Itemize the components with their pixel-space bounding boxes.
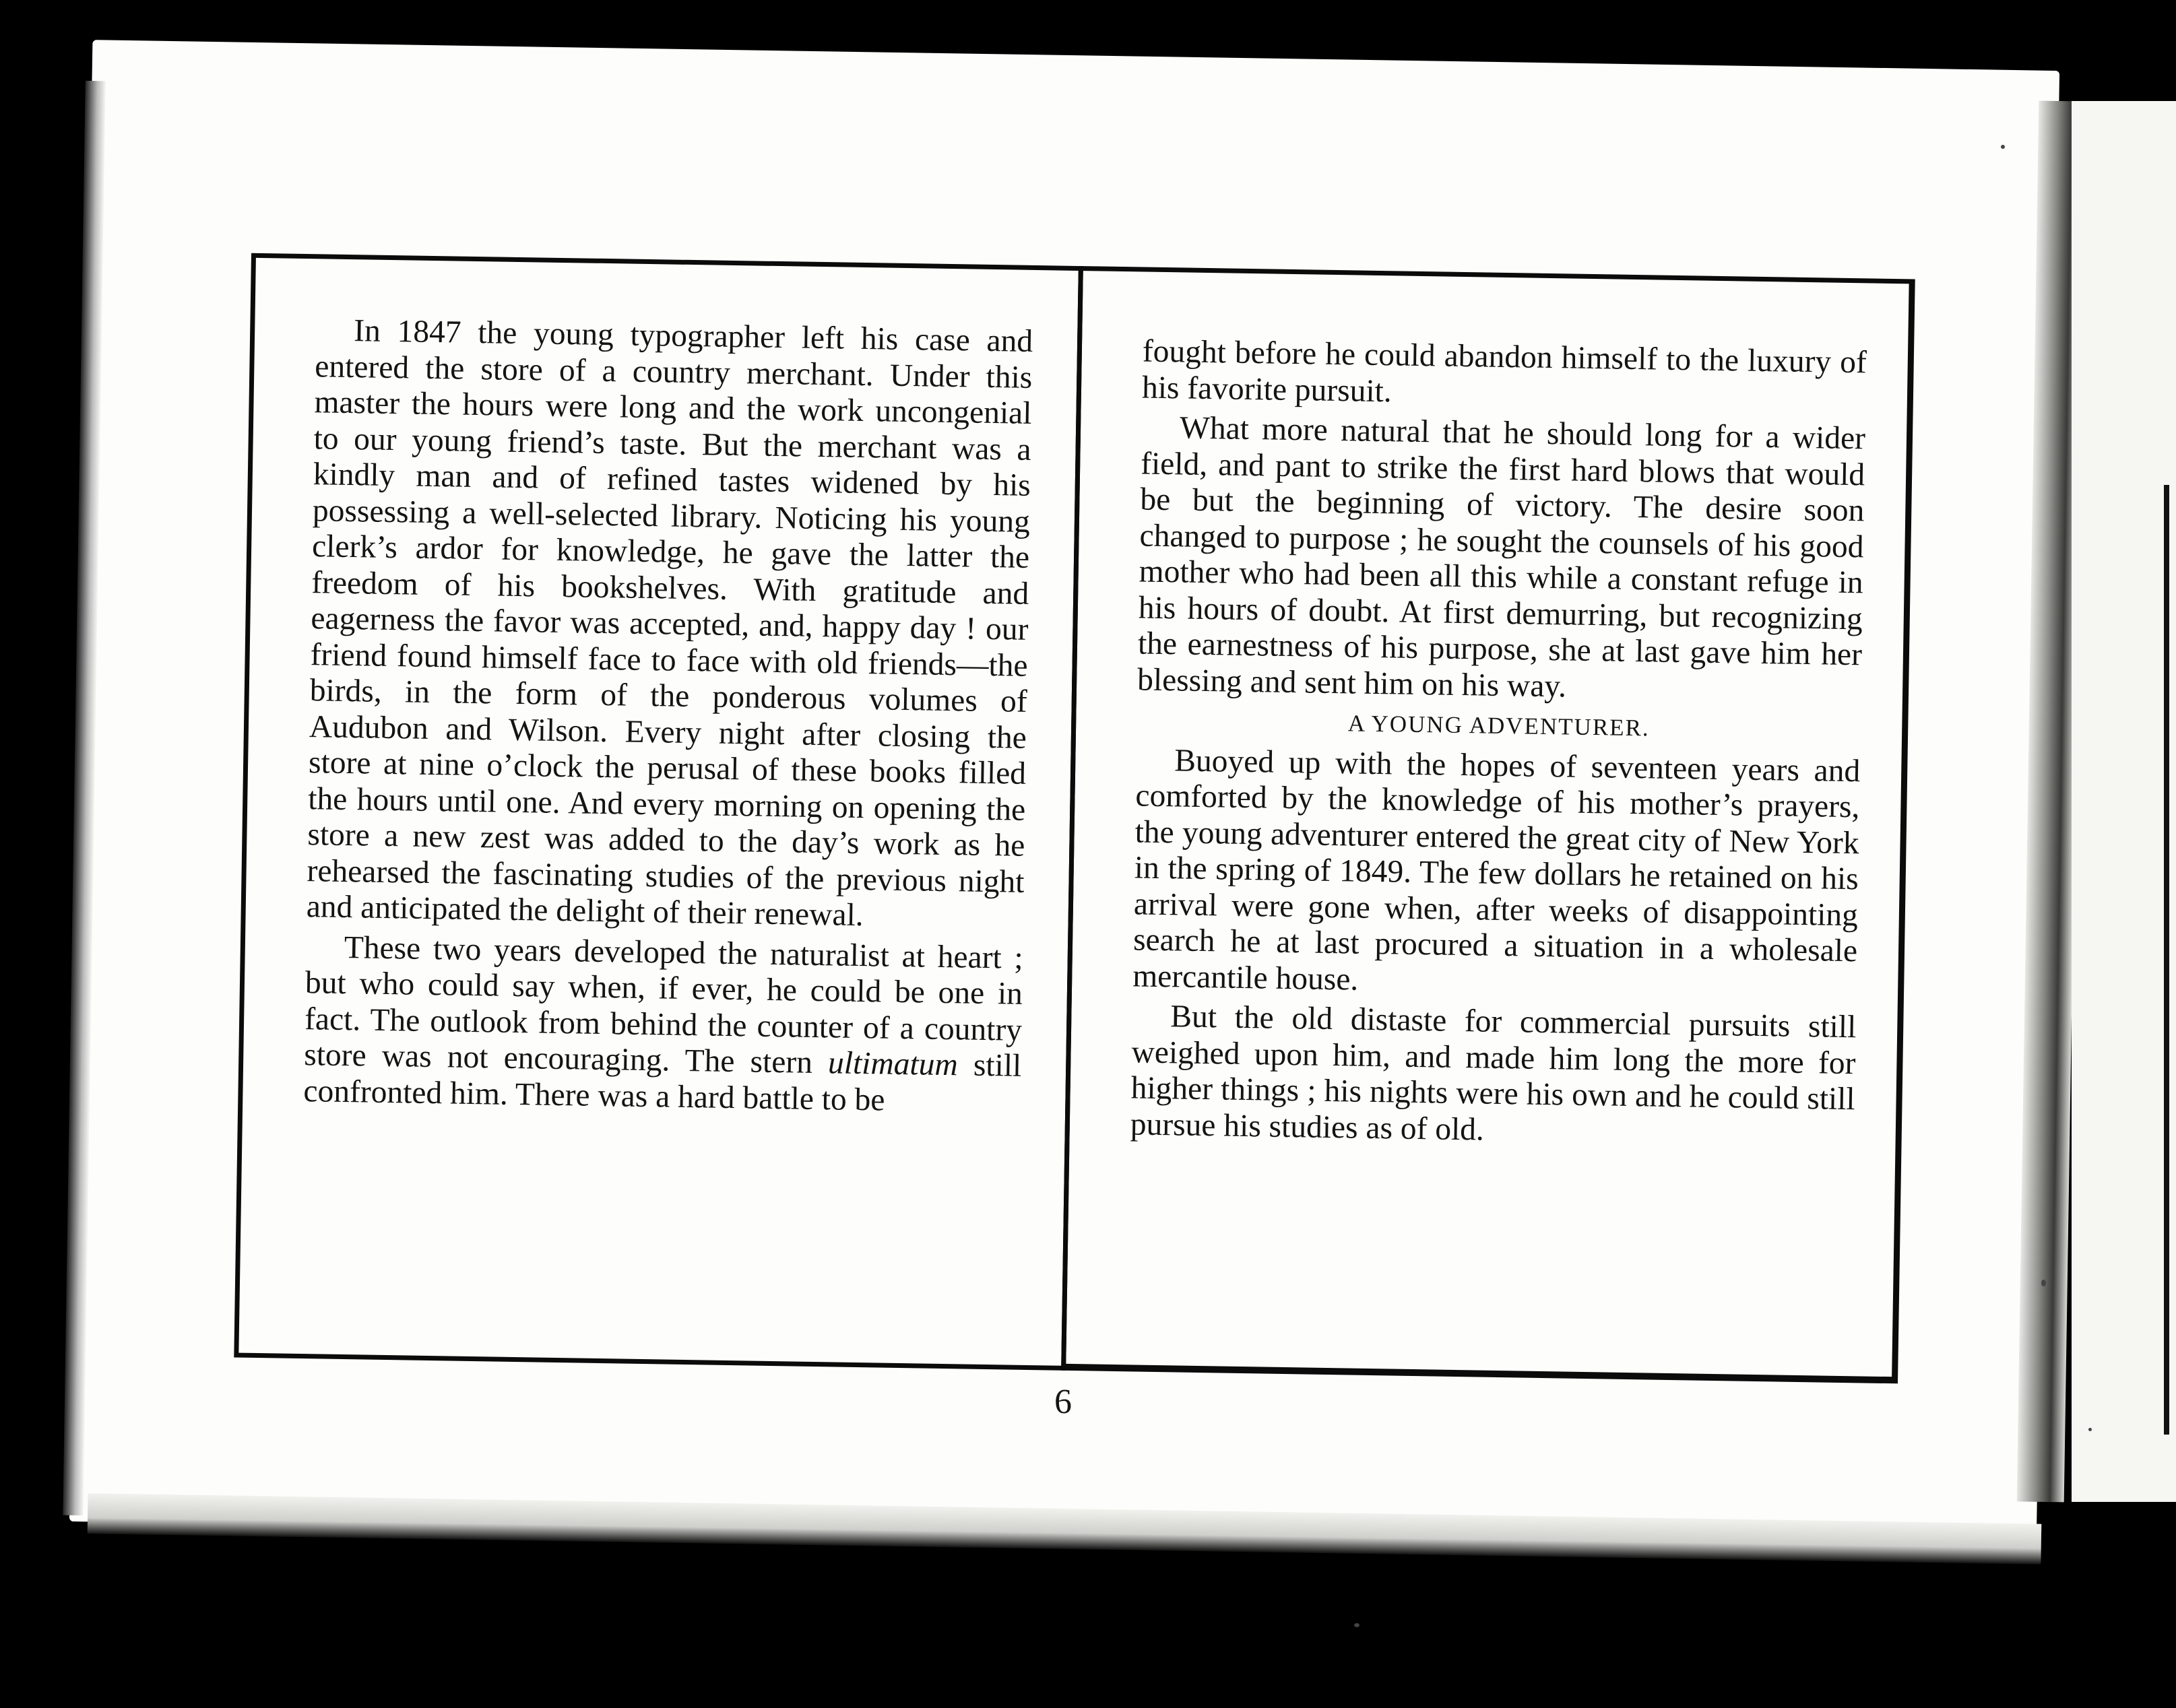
right-paragraph-1: What more natural that he should long for a wider field, and pant to strike the first hard blows that would be but the beginning of victory. The desire soon changed to purpose ; he sought the counsels of his good mother who had been all this while a constant refuge in his hours of doubt. At first demurring, but recognizing the earnestness of his purpose, she at last gave him her blessing and sent him on his way. [1137, 410, 1866, 704]
right-paragraph-3: But the old distaste for commercial pursuits still weighed upon him, and made him long the more for higher things ; his nights were his own and he could still pursue his studies as of old. [1130, 999, 1857, 1148]
section-heading: A YOUNG ADVENTURER. [1347, 710, 1650, 742]
right-continuation: fought before he could abandon himself to the luxury of his favorite pursuit. [1141, 333, 1867, 409]
page-number: 6 [1054, 1383, 1072, 1421]
left-paragraph-2-start: These two years developed the naturalist at heart ; but who could say when, if ever, he could be one in fact. The outlook from behind the counter of a country store was not encouraging. The stern [303, 929, 1024, 1081]
right-column-box [1061, 266, 1915, 1383]
left-column-text [303, 313, 1033, 1121]
left-paragraph-2-end: still confronted him. There was a hard battle to be [303, 1047, 1022, 1118]
adjacent-page-border [2164, 485, 2169, 1435]
left-paragraph-1: In 1847 the young typographer left his case and entered the store of a country merchant. Under this master the hours were long and the work uncongenial to our young friend’s taste. But the merchant was a kindly man and of refined tastes widened by his possessing a well-selected library. Noticing his young clerk’s ardor for knowledge, he gave the latter the freedom of his bookshelves. With gratitude and eagerness the favor was accepted, and, happy day ! our friend found himself face to face with old friends—the birds, in the form of the ponderous volumes of Audubon and Wilson. Every night after closing the store at nine o’clock the perusal of these books filled the hours until one. And every morning on opening the store a new zest was added to the day’s work as he rehearsed the fascinating studies of the previous night and anticipated the delight of their renewal. [306, 313, 1033, 933]
right-paragraph-2: Buoyed up with the hopes of seventeen years and comforted by the knowledge of his mother’s prayers, the young adventurer entered the great city of New York in the spring of 1849. The few dollars he retained on his arrival were gone when, after weeks of disappointing search he at last procured a situation in a wholesale mercantile house. [1132, 742, 1861, 997]
right-column-text [1130, 334, 1867, 1154]
ultimatum-italic: ultimatum [827, 1045, 959, 1083]
adjacent-page [2072, 101, 2176, 1502]
left-column-box [234, 253, 1083, 1371]
text-frame [234, 253, 1915, 1384]
left-paragraph-2 [303, 929, 1023, 1121]
